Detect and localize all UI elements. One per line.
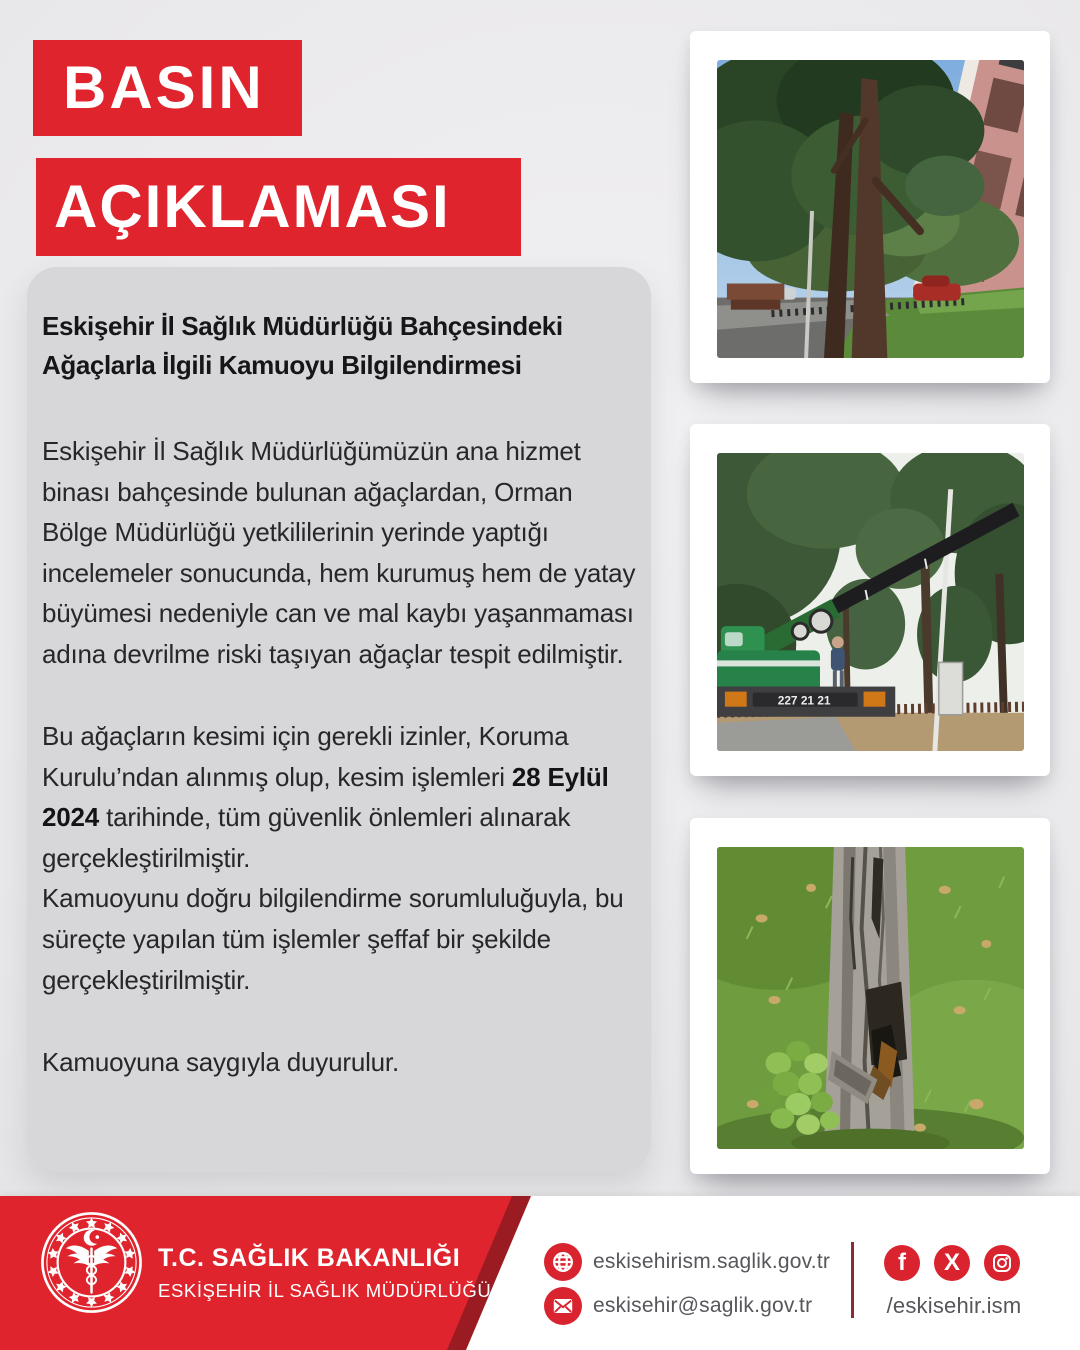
directorate-name: ESKİŞEHİR İL SAĞLIK MÜDÜRLÜĞÜ xyxy=(158,1280,492,1301)
globe-icon xyxy=(544,1243,582,1281)
website-row xyxy=(544,1243,830,1281)
photo-frame-crane xyxy=(690,424,1050,776)
email-row xyxy=(544,1287,812,1325)
photo-frame-tall-trees xyxy=(690,31,1050,383)
announcement-title xyxy=(42,307,637,385)
website-url: eskisehirism.saglik.gov.tr xyxy=(593,1250,831,1273)
x-icon: X xyxy=(934,1245,970,1281)
ministry-text xyxy=(158,1244,491,1302)
ministry-name: T.C. SAĞLIK BAKANLIĞI xyxy=(158,1244,461,1272)
photo-frame-damaged-trunk xyxy=(690,818,1050,1174)
cutting-date: 28 Eylül 2024 xyxy=(42,761,609,833)
mail-icon xyxy=(544,1287,582,1325)
announcement-paragraph-2 xyxy=(42,716,637,878)
announcement-paragraph-1: Eskişehir İl Sağlık Müdürlüğümüzün ana hizmet binası bahçesinde bulunan ağaçlardan, Orman Bölge Müdürlüğü yetkililerinin yerinde yaptığı incelemeler sonucunda, hem kurumuş hem de yatay büyümesi nedeniyle can ve mal kaybı yaşanmaması adına devrilme riski taşıyan ağaçlar tespit edilmiştir. xyxy=(42,436,636,669)
photo-crane xyxy=(717,453,1024,751)
banner-basin: BASIN xyxy=(33,40,302,136)
announcement-title-line1: Eskişehir İl Sağlık Müdürlüğü Bahçesindeki xyxy=(42,311,563,341)
footer-divider xyxy=(851,1242,854,1318)
paragraph-2-text-after: tarihinde, tüm güvenlik önlemleri alınarak gerçekleştirilmiştir. xyxy=(42,802,571,873)
saglik-bakanligi-logo xyxy=(38,1209,145,1316)
social-icons xyxy=(884,1245,1020,1281)
instagram-icon xyxy=(984,1245,1020,1281)
paragraph-2-text: Bu ağaçların kesimi için gerekli izinler, Koruma Kurulu’ndan alınmış olup, kesim işlemleri xyxy=(42,721,569,792)
footer xyxy=(0,1196,1080,1350)
announcement-paragraph-3: Kamuoyunu doğru bilgilendirme sorumluluğuyla, bu süreçte yapılan tüm işlemler şeffaf bir şekilde gerçekleştirilmiştir. xyxy=(42,883,624,995)
photo-damaged-trunk xyxy=(717,847,1024,1149)
caduceus xyxy=(66,1230,118,1294)
facebook-icon: f xyxy=(884,1245,920,1281)
email-address: eskisehir@saglik.gov.tr xyxy=(593,1294,813,1317)
photo-tall-trees xyxy=(717,60,1024,358)
announcement-panel xyxy=(27,267,651,1172)
banner-aciklamasi: AÇIKLAMASI xyxy=(36,158,521,256)
social-handle: /eskisehir.ism xyxy=(886,1293,1022,1318)
trunk xyxy=(824,847,915,1149)
announcement-closing: Kamuoyuna saygıyla duyurulur. xyxy=(42,1047,399,1078)
crane-truck-phone: 227 21 21 xyxy=(777,693,831,708)
announcement-title-line2: Ağaçlarla İlgili Kamuoyu Bilgilendirmesi xyxy=(42,350,522,380)
